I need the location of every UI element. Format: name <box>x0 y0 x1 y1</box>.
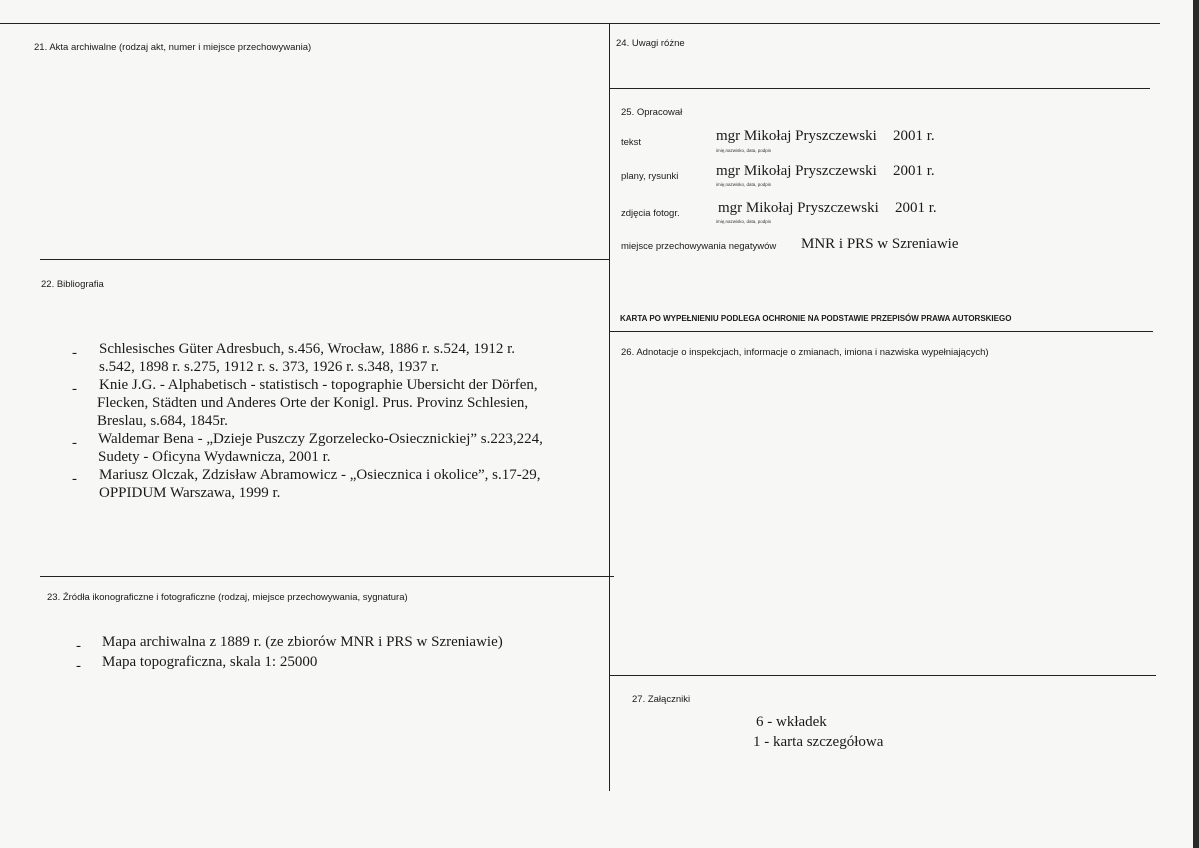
bib-dash-3: - <box>72 435 77 451</box>
bib-line-2: s.542, 1898 r. s.275, 1912 r. s. 373, 1926 r. s.348, 1937 r. <box>99 359 440 375</box>
bib-line-4: Flecken, Städten und Anderes Orte der Konigl. Prus. Provinz Schlesien, <box>97 395 529 411</box>
row-photos-label: zdjęcia fotogr. <box>621 208 680 219</box>
section-21-title: 21. Akta archiwalne (rodzaj akt, numer i miejsce przechowywania) <box>34 42 312 53</box>
bib-line-9: OPPIDUM Warszawa, 1999 r. <box>99 485 281 501</box>
bib-line-3: Knie J.G. - Alphabetisch - statistisch - topographie Ubersicht der Dörfen, <box>99 377 538 393</box>
section-26-title: 26. Adnotacje o inspekcjach, informacje o zmianach, imiona i nazwiska wypełniających) <box>621 347 989 358</box>
row-plans-hint: imię,nazwisko, data, podpis <box>716 182 772 187</box>
row-text-label: tekst <box>621 137 642 148</box>
row-text-year: 2001 r. <box>893 128 935 144</box>
bib-line-8: Mariusz Olczak, Zdzisław Abramowicz - „Osiecznica i okolice”, s.17-29, <box>99 467 541 483</box>
ico-dash-1: - <box>76 638 81 654</box>
rule-26-27 <box>610 675 1156 676</box>
row-plans-name: mgr Mikołaj Pryszczewski <box>716 163 877 179</box>
copyright-notice: KARTA PO WYPEŁNIENIU PODLEGA OCHRONIE NA PODSTAWIE PRZEPISÓW PRAWA AUTORSKIEGO <box>620 314 1012 323</box>
top-rule <box>0 23 1160 24</box>
negatives-value: MNR i PRS w Szreniawie <box>801 236 959 252</box>
bib-dash-4: - <box>72 471 77 487</box>
scan-edge <box>1193 0 1199 848</box>
rule-21-22 <box>40 259 610 260</box>
section-27-title: 27. Załączniki <box>632 694 691 705</box>
row-plans-year: 2001 r. <box>893 163 935 179</box>
row-photos-year: 2001 r. <box>895 200 937 216</box>
rule-22-23 <box>40 576 614 577</box>
bib-dash-1: - <box>72 345 77 361</box>
rule-24-25 <box>610 88 1150 89</box>
section-24-title: 24. Uwagi różne <box>616 38 685 49</box>
ico-dash-2: - <box>76 658 81 674</box>
row-photos-name: mgr Mikołaj Pryszczewski <box>718 200 879 216</box>
section-23-title: 23. Źródła ikonograficzne i fotograficzne (rodzaj, miejsce przechowywania, sygnatura) <box>47 592 408 603</box>
attachment-line-1: 6 - wkładek <box>756 714 827 730</box>
bib-line-7: Sudety - Oficyna Wydawnicza, 2001 r. <box>98 449 331 465</box>
section-25-title: 25. Opracował <box>621 107 683 118</box>
attachment-line-2: 1 - karta szczegółowa <box>753 734 884 750</box>
bib-line-6: Waldemar Bena - „Dzieje Puszczy Zgorzelecko-Osiecznickiej” s.223,224, <box>98 431 543 447</box>
row-text-name: mgr Mikołaj Pryszczewski <box>716 128 877 144</box>
negatives-label: miejsce przechowywania negatywów <box>621 241 777 252</box>
bib-dash-2: - <box>72 381 77 397</box>
row-photos-hint: imię,nazwisko, data, podpis <box>716 219 772 224</box>
rule-25-26 <box>610 331 1153 332</box>
bib-line-1: Schlesisches Güter Adresbuch, s.456, Wrocław, 1886 r. s.524, 1912 r. <box>99 341 516 357</box>
ico-line-2: Mapa topograficzna, skala 1: 25000 <box>102 654 318 670</box>
ico-line-1: Mapa archiwalna z 1889 r. (ze zbiorów MNR i PRS w Szreniawie) <box>102 634 503 650</box>
section-22-title: 22. Bibliografia <box>41 279 104 290</box>
row-text-hint: imię,nazwisko, data, podpis <box>716 148 772 153</box>
bib-line-5: Breslau, s.684, 1845r. <box>97 413 228 429</box>
row-plans-label: plany, rysunki <box>621 171 679 182</box>
